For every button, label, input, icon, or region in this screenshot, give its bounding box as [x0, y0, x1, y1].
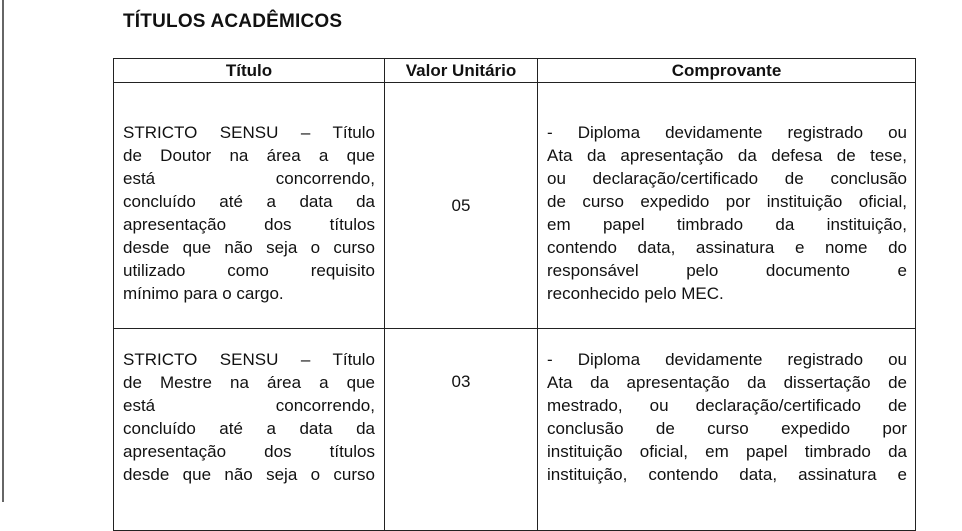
text-line: desde que não seja o curso [123, 465, 375, 484]
text-line: reconhecido pelo MEC. [547, 284, 724, 303]
table-row [114, 83, 916, 329]
valor-cell: 05 [385, 83, 538, 329]
valor-cell: 03 [385, 329, 538, 531]
titulo-cell [123, 121, 375, 305]
table-header-row [114, 59, 916, 83]
page-edge [2, 0, 4, 502]
header-comprovante: Comprovante [538, 59, 916, 83]
text-line: ou declaração/certificado de conclusão [547, 169, 907, 188]
section-heading: TÍTULOS ACADÊMICOS [123, 11, 343, 32]
text-line: utilizado como requisito [123, 261, 375, 280]
text-line: responsável pelo documento e [547, 261, 907, 280]
table-row [114, 329, 916, 531]
text-line: concluído até a data da [123, 192, 375, 211]
comprovante-cell [547, 121, 907, 305]
text-line: conclusão de curso expedido por [547, 419, 907, 438]
text-line: de Doutor na área a que [123, 146, 375, 165]
titulo-cell [123, 348, 375, 486]
text-line: instituição oficial, em papel timbrado da [547, 442, 907, 461]
text-line: instituição, contendo data, assinatura e [547, 465, 907, 484]
text-line: apresentação dos títulos [123, 442, 375, 461]
text-line: STRICTO SENSU – Título [123, 350, 375, 369]
titles-table [113, 58, 916, 531]
header-valor: Valor Unitário [385, 59, 538, 83]
text-line: de curso expedido por instituição oficial, [547, 192, 907, 211]
header-titulo: Título [114, 59, 385, 83]
text-line: contendo data, assinatura e nome do [547, 238, 907, 257]
text-line: STRICTO SENSU – Título [123, 123, 375, 142]
text-line: está concorrendo, [123, 396, 375, 415]
text-line: concluído até a data da [123, 419, 375, 438]
text-line: está concorrendo, [123, 169, 375, 188]
text-line: - Diploma devidamente registrado ou [547, 350, 907, 369]
text-line: apresentação dos títulos [123, 215, 375, 234]
text-line: em papel timbrado da instituição, [547, 215, 907, 234]
text-line: mínimo para o cargo. [123, 284, 284, 303]
comprovante-cell [547, 348, 907, 486]
text-line: Ata da apresentação da defesa de tese, [547, 146, 907, 165]
text-line: mestrado, ou declaração/certificado de [547, 396, 907, 415]
text-line: desde que não seja o curso [123, 238, 375, 257]
text-line: - Diploma devidamente registrado ou [547, 123, 907, 142]
text-line: de Mestre na área a que [123, 373, 375, 392]
text-line: Ata da apresentação da dissertação de [547, 373, 907, 392]
